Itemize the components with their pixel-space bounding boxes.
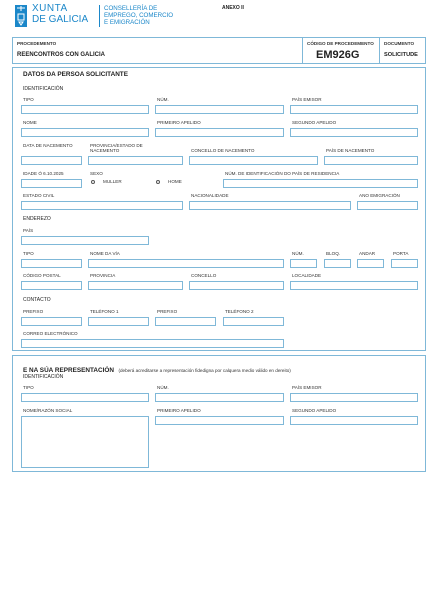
estado-civil-field[interactable]	[21, 201, 183, 210]
consellaria-line-3: E EMIGRACIÓN	[104, 19, 150, 26]
rep-primeiro-apelido-label: PRIMEIRO APELIDO	[157, 408, 201, 413]
provincia-label: PROVINCIA	[90, 273, 116, 278]
telefono-2-label: TELÉFONO 2	[225, 309, 254, 314]
rep-pais-emisor-field[interactable]	[290, 393, 418, 402]
porta-label: PORTA	[393, 251, 409, 256]
idade-label: IDADE Ó 6.10.2025	[23, 171, 64, 176]
codigo-postal-label: CÓDIGO POSTAL	[23, 273, 61, 278]
telefono-2-field[interactable]	[223, 317, 284, 326]
rep-tipo-field[interactable]	[21, 393, 149, 402]
nome-label: NOME	[23, 120, 37, 125]
codigo-value: EM926G	[316, 49, 360, 61]
estado-civil-label: ESTADO CIVIL	[23, 193, 55, 198]
localidade-field[interactable]	[290, 281, 418, 290]
ano-emigracion-field[interactable]	[357, 201, 418, 210]
codigo-label: CÓDIGO DE PROCEDEMENTO	[307, 41, 374, 46]
muller-label: MULLER	[103, 178, 122, 184]
tipo-label: TIPO	[23, 97, 34, 102]
logo-line-2: DE GALICIA	[32, 14, 89, 25]
primeiro-apelido-label: PRIMEIRO APELIDO	[157, 120, 201, 125]
rep-nome-razon-field[interactable]	[21, 416, 149, 468]
porta-field[interactable]	[391, 259, 418, 268]
nacionalidade-field[interactable]	[189, 201, 351, 210]
rep-num-field[interactable]	[155, 393, 284, 402]
representacion-title: E NA SÚA REPRESENTACIÓN	[23, 367, 115, 374]
num-via-field[interactable]	[290, 259, 317, 268]
data-nacemento-field[interactable]	[21, 156, 82, 165]
rep-segundo-apelido-label: SEGUNDO APELIDO	[292, 408, 337, 413]
num-identificacion-label: NÚM. DE IDENTIFICACIÓN DO PAÍS DE RESIDENCIA	[225, 171, 340, 176]
rep-identificacion-heading: IDENTIFICACIÓN	[23, 374, 64, 380]
num-identificacion-field[interactable]	[223, 179, 418, 188]
localidade-label: LOCALIDADE	[292, 273, 322, 278]
documento-label: DOCUMENTO	[384, 41, 415, 46]
pais-field[interactable]	[21, 236, 149, 245]
consellaria-line-1: CONSELLERÍA DE	[104, 5, 158, 12]
rep-tipo-label: TIPO	[23, 385, 34, 390]
procedemento-value: REENCONTROS CON GALICIA	[17, 52, 106, 58]
codigo-postal-field[interactable]	[21, 281, 82, 290]
muller-radio[interactable]	[91, 180, 95, 184]
consellaria-line-2: EMPREGO, COMERCIO	[104, 12, 174, 19]
data-nacemento-label: DATA DE NACEMENTO	[23, 143, 73, 148]
tipo-via-field[interactable]	[21, 259, 82, 268]
nome-field[interactable]	[21, 128, 149, 137]
nome-via-label: NOME DA VÍA	[90, 251, 120, 256]
primeiro-apelido-field[interactable]	[155, 128, 284, 137]
enderezo-heading: ENDEREZO	[23, 216, 51, 222]
concello-field[interactable]	[189, 281, 284, 290]
concello-label: CONCELLO	[191, 273, 217, 278]
telefono-1-field[interactable]	[88, 317, 149, 326]
telefono-1-label: TELÉFONO 1	[90, 309, 119, 314]
xunta-logo	[15, 4, 95, 28]
num-via-label: NÚM.	[292, 251, 304, 256]
representacion-title-line	[23, 360, 291, 376]
rep-nome-razon-label: NOME/RAZÓN SOCIAL	[23, 408, 73, 413]
concello-nacemento-label: CONCELLO DE NACEMENTO	[191, 148, 255, 153]
nacionalidade-label: NACIONALIDADE	[191, 193, 229, 198]
nome-via-field[interactable]	[88, 259, 284, 268]
procedemento-label: PROCEDEMENTO	[17, 41, 57, 46]
logo-divider	[99, 5, 100, 27]
prefixo-2-label: PREFIXO	[157, 309, 178, 314]
tipo-via-label: TIPO	[23, 251, 34, 256]
segundo-apelido-field[interactable]	[290, 128, 418, 137]
concello-nacemento-field[interactable]	[189, 156, 318, 165]
consellaria-name	[104, 5, 173, 26]
tipo-field[interactable]	[21, 105, 149, 114]
pais-emisor-label: PAÍS EMISOR	[292, 97, 322, 102]
home-label: HOME	[168, 178, 182, 184]
rep-primeiro-apelido-field[interactable]	[155, 416, 284, 425]
representacion-note: (deberá acreditarse a representación fidedigna por calquera medio válido en dereito)	[118, 368, 291, 373]
bloq-field[interactable]	[324, 259, 351, 268]
idade-field[interactable]	[21, 179, 82, 188]
rep-num-label: NÚM.	[157, 385, 169, 390]
num-field[interactable]	[155, 105, 284, 114]
andar-label: ANDAR	[359, 251, 376, 256]
correo-field[interactable]	[21, 339, 284, 348]
provincia-estado-field[interactable]	[88, 156, 183, 165]
galicia-emblem-icon	[15, 5, 27, 27]
prefixo-2-field[interactable]	[155, 317, 216, 326]
documento-value: SOLICITUDE	[384, 52, 418, 58]
pais-nacemento-field[interactable]	[324, 156, 418, 165]
contacto-heading: CONTACTO	[23, 297, 51, 303]
prefixo-1-field[interactable]	[21, 317, 82, 326]
anexo-label: ANEXO II	[222, 5, 244, 11]
pais-nacemento-label: PAÍS DE NACEMENTO	[326, 148, 375, 153]
solicitante-title: DATOS DA PERSOA SOLICITANTE	[23, 71, 128, 78]
pais-emisor-field[interactable]	[290, 105, 418, 114]
identificacion-heading: IDENTIFICACIÓN	[23, 86, 64, 92]
sexo-label: SEXO	[90, 171, 103, 176]
rep-segundo-apelido-field[interactable]	[290, 416, 418, 425]
pais-label: PAÍS	[23, 228, 34, 233]
ano-emigracion-label: ANO EMIGRACIÓN	[359, 193, 400, 198]
home-radio[interactable]	[156, 180, 160, 184]
bloq-label: BLOQ.	[326, 251, 341, 256]
segundo-apelido-label: SEGUNDO APELIDO	[292, 120, 337, 125]
logo-line-1: XUNTA	[32, 3, 68, 14]
num-label: NÚM.	[157, 97, 169, 102]
provincia-field[interactable]	[88, 281, 183, 290]
correo-label: CORREO ELECTRÓNICO	[23, 331, 78, 336]
provincia-estado-label: PROVINCIA/ESTADO DE NACEMENTO	[90, 143, 143, 153]
rep-pais-emisor-label: PAÍS EMISOR	[292, 385, 322, 390]
prefixo-1-label: PREFIXO	[23, 309, 44, 314]
andar-field[interactable]	[357, 259, 384, 268]
procedure-divider-2	[379, 37, 380, 64]
procedure-divider-1	[302, 37, 303, 64]
